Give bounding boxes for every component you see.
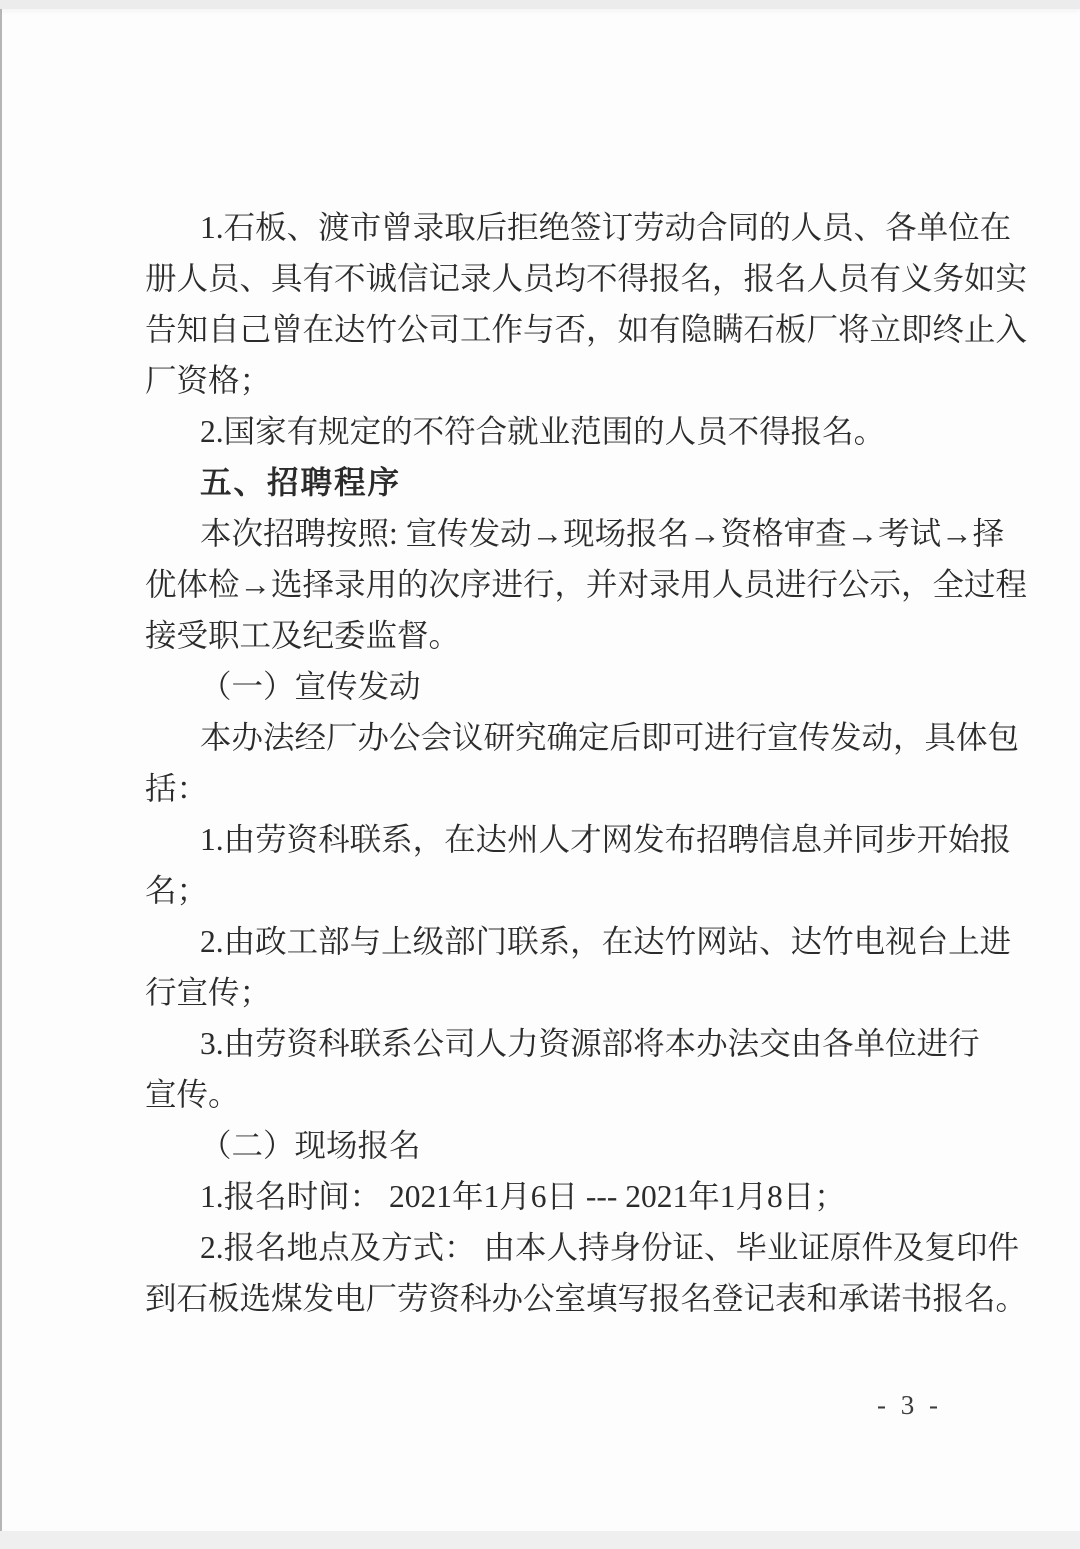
text-line: 宣传。 (145, 1077, 240, 1112)
section-heading: 五、招聘程序 (200, 464, 402, 500)
text-line: 接受职工及纪委监督。 (145, 618, 461, 653)
text-line: 2.报名地点及方式： 由本人持身份证、毕业证原件及复印件 (200, 1230, 1020, 1265)
text-line: 册人员、具有不诚信记录人员均不得报名，报名人员有义务如实 (145, 261, 1028, 296)
scan-edge-bottom (0, 1531, 1080, 1549)
text-line: 行宣传； (145, 975, 272, 1010)
text-line: 2.国家有规定的不符合就业范围的人员不得报名。 (200, 414, 886, 449)
text-line: 到石板选煤发电厂劳资科办公室填写报名登记表和承诺书报名。 (145, 1281, 1028, 1316)
document-page (145, 202, 1028, 1324)
text-line: 2.由政工部与上级部门联系，在达竹网站、达竹电视台上进 (200, 924, 1012, 959)
text-line: 1.由劳资科联系，在达州人才网发布招聘信息并同步开始报 (200, 822, 1012, 857)
subsection-heading: （一）宣传发动 (200, 669, 421, 704)
text-line: 本次招聘按照: 宣传发动→现场报名→资格审查→考试→择 (200, 516, 1005, 551)
text-line: 1.报名时间： 2021年1月6日 --- 2021年1月8日； (200, 1179, 846, 1214)
scan-edge-left (0, 9, 2, 1531)
subsection-heading: （二）现场报名 (200, 1128, 421, 1163)
text-line: 本办法经厂办公会议研究确定后即可进行宣传发动，具体包 (200, 720, 1020, 755)
text-line: 名； (145, 873, 209, 908)
text-line: 告知自己曾在达竹公司工作与否，如有隐瞒石板厂将立即终止入 (145, 312, 1028, 347)
text-line: 1.石板、渡市曾录取后拒绝签订劳动合同的人员、各单位在 (200, 210, 1012, 245)
page-number: - 3 - (877, 1390, 942, 1420)
text-line: 3.由劳资科联系公司人力资源部将本办法交由各单位进行 (200, 1026, 980, 1061)
text-line: 厂资格； (145, 363, 272, 398)
scan-edge-top (0, 0, 1080, 9)
text-line: 优体检→选择录用的次序进行，并对录用人员进行公示，全过程 (145, 567, 1028, 602)
text-line: 括： (145, 771, 209, 806)
